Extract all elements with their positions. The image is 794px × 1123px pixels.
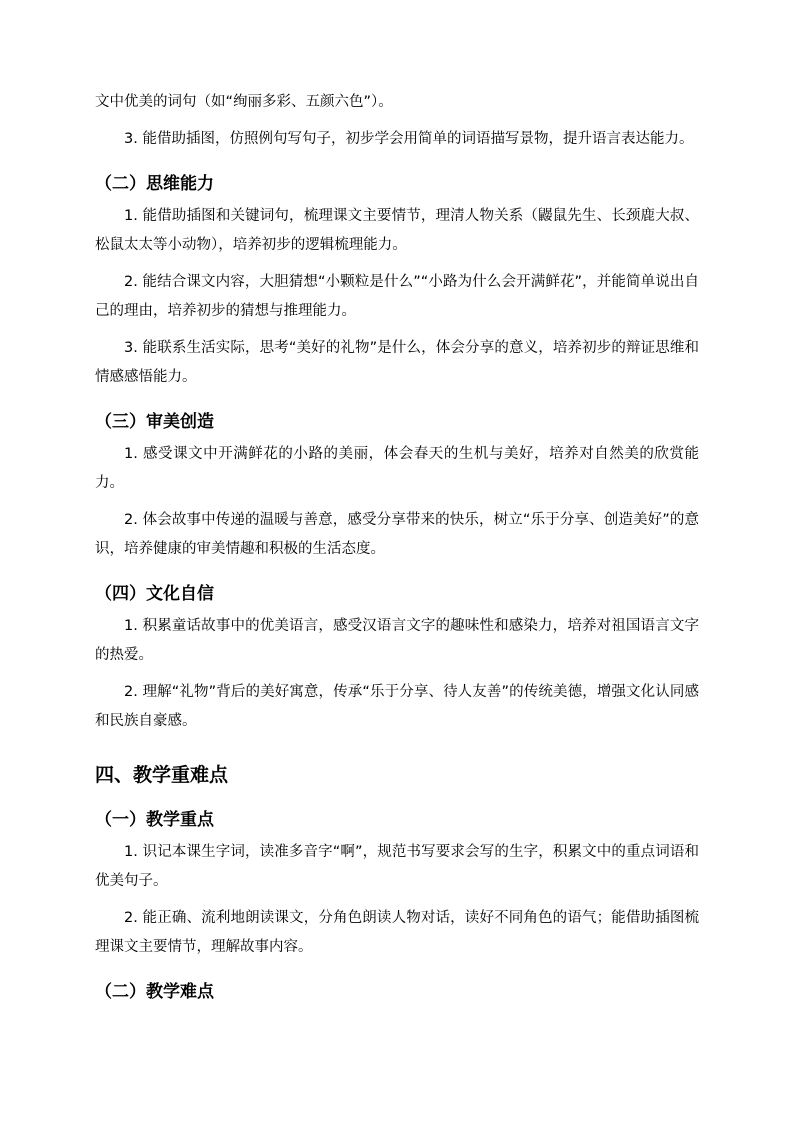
paragraph: 文中优美的词句（如“绚丽多彩、五颜六色”）。: [95, 94, 393, 110]
chapter-heading: 四、教学重难点: [95, 764, 229, 786]
document-page: [95, 88, 699, 1010]
paragraph: 1. 识记本课生字词，读准多音字“啊”，规范书写要求会写的生字，积累文中的重点词语和优美句子。: [95, 844, 699, 889]
paragraph: 1. 积累童话故事中的优美语言，感受汉语言文字的趣味性和感染力，培养对祖国语言文字的热爱。: [95, 618, 699, 663]
paragraph: 3. 能联系生活实际，思考“美好的礼物”是什么，体会分享的意义，培养初步的辩证思维和情感感悟能力。: [95, 340, 699, 385]
section-heading: （二）思维能力: [95, 174, 214, 194]
paragraph: 2. 理解“礼物”背后的美好寓意，传承“乐于分享、待人友善”的传统美德，增强文化认同感和民族自豪感。: [95, 684, 699, 729]
paragraph: 2. 能结合课文内容，大胆猜想“小颗粒是什么”“小路为什么会开满鲜花”，并能简单说出自己的理由，培养初步的猜想与推理能力。: [95, 274, 699, 319]
paragraph: 2. 体会故事中传递的温暖与善意，感受分享带来的快乐，树立“乐于分享、创造美好”的意识，培养健康的审美情趣和积极的生活态度。: [95, 512, 699, 557]
paragraph: 2. 能正确、流利地朗读课文，分角色朗读人物对话，读好不同角色的语气；能借助插图梳理课文主要情节，理解故事内容。: [95, 910, 699, 955]
paragraph: 1. 能借助插图和关键词句，梳理课文主要情节，理清人物关系（鼹鼠先生、长颈鹿大叔、松鼠太太等小动物），培养初步的逻辑梳理能力。: [95, 208, 699, 253]
section-heading: （四）文化自信: [95, 584, 214, 604]
paragraph: 1. 感受课文中开满鲜花的小路的美丽，体会春天的生机与美好，培养对自然美的欣赏能力。: [95, 446, 699, 491]
section-heading: （二）教学难点: [95, 982, 214, 1002]
section-heading: （三）审美创造: [95, 412, 214, 432]
section-heading: （一）教学重点: [95, 810, 214, 830]
paragraph: 3. 能借助插图，仿照例句写句子，初步学会用简单的词语描写景物，提升语言表达能力。: [124, 131, 694, 147]
